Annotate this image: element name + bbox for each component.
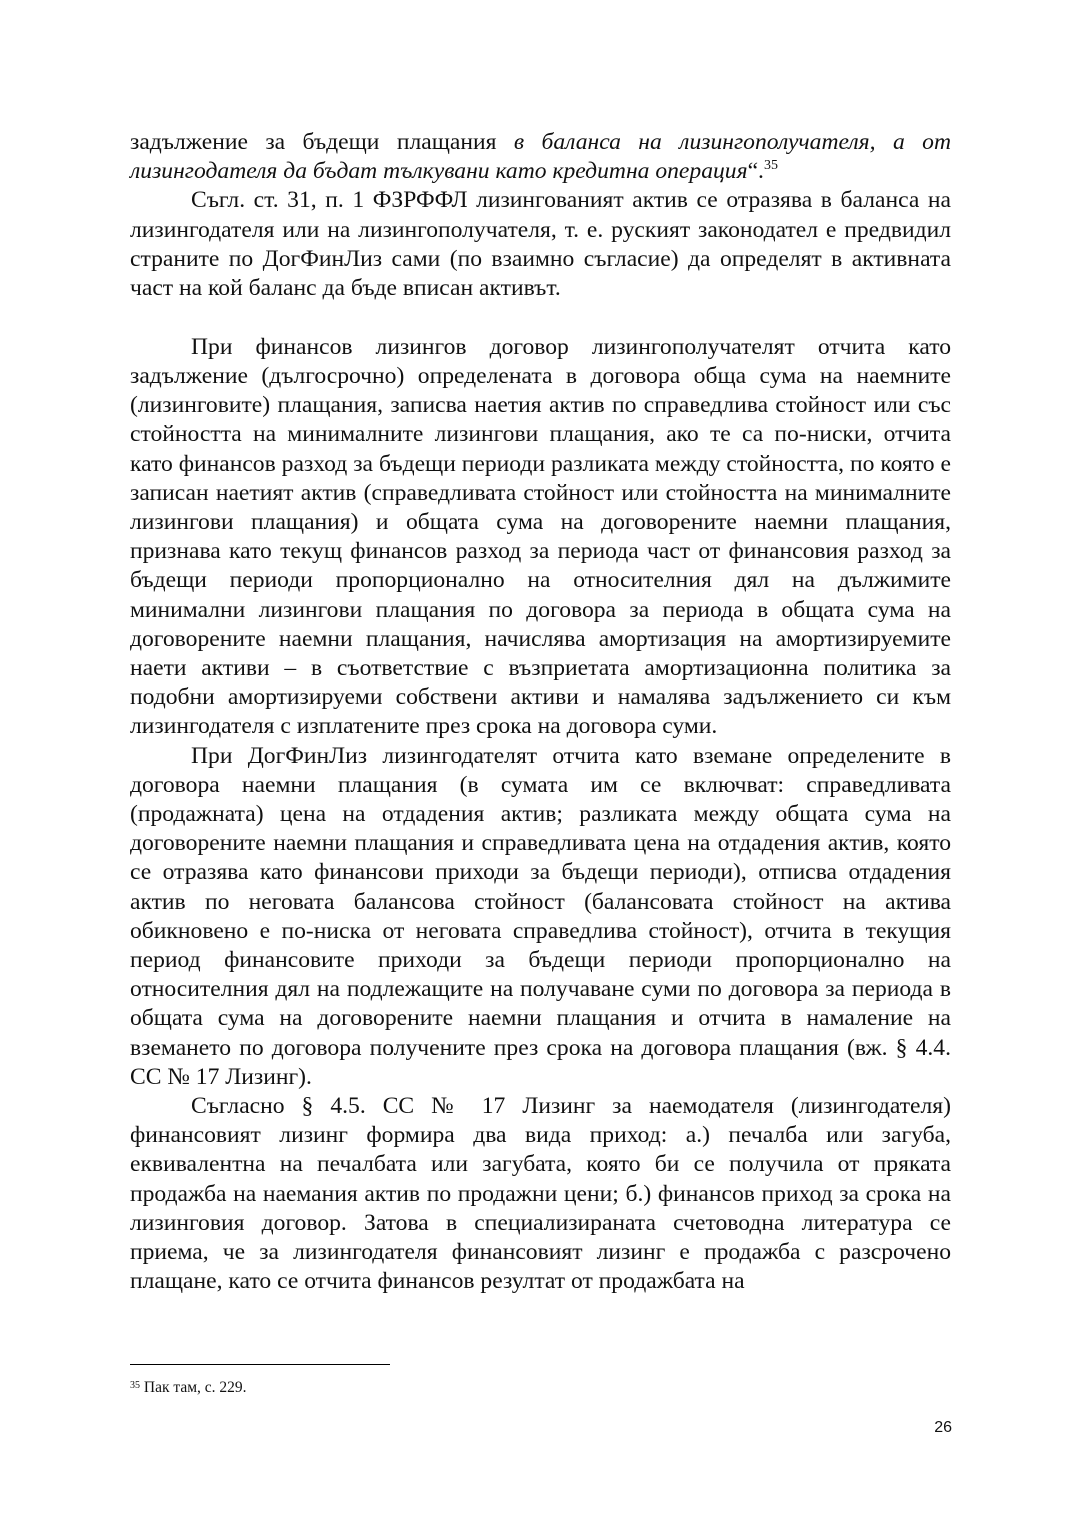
paragraph-income-types: Съгласно § 4.5. СС № 17 Лизинг за наемодателя (лизингодателя) финансовият лизинг формира два вида приход: а.) печалба или загуба, еквивалентна на печалбата или загубата, която би се получила от пряката продажба на наемания актив по продажни цени; б.) финансов приход за срока на лизинговия договор. Затова в специализираната счетоводна литература се приема, че за лизингодателя финансовият лизинг е продажба с разсрочено плащане, като се отчита финансов резултат от продажбата на	[130, 1093, 951, 1295]
paragraph-lead-text: задължение за бъдещи плащания	[130, 129, 514, 155]
closing-quote: “.	[747, 158, 764, 185]
footnote-separator	[130, 1364, 390, 1365]
footnote-text: Пак там, с. 229.	[140, 1379, 247, 1396]
footnote-reference[interactable]: 35	[763, 158, 778, 174]
body-text	[130, 128, 951, 1296]
paragraph-lessor-accounting: При ДогФинЛиз лизингодателят отчита като вземане определените в договора наемни плащания (в сумата им се включват: справедливата (продажната) цена на отдадения актив; разликата между общата сума на договорените наемни плащания и справедливата цена на отдадения актив, която се отразява като финансови приходи за бъдещи периоди), отписва отдадения актив по неговата балансова стойност (балансовата стойност на актива обикновено е по-ниска от неговата справедлива стойност), отчита в текущия период финансовите приходи за бъдещи периоди пропорционално на относителния дял на подлежащите на получаване суми по договора за периода в общата сума на договорените наемни плащания и отчита в намаление на вземането по договора получените през срока на договора плащания (вж. § 4.4. СС № 17 Лизинг).	[130, 742, 951, 1090]
footnote	[130, 1378, 247, 1398]
paragraph-continuation	[130, 128, 951, 186]
paragraph-lessee-accounting: При финансов лизингов договор лизингополучателят отчита като задължение (дългосрочно) определената в договора обща сума на наемните (лизинговите) плащания, записва наетия актив по справедлива стойност или със стойността на минималните лизингови плащания, ако те са по-ниски, отчита като финансов разход за бъдещи периоди разликата между стойността, по която е записан наетият актив (справедливата стойност или стойността на минималните лизингови плащания) и общата сума на договорените наемни плащания, признава като текущ финансов разход за периода част от финансовия разход за бъдещи периоди пропорционално на относителния дял на дължимите минимални лизингови плащания по договора за периода в общата сума на договорените наемни плащания, начислява амортизация на амортизируемите наети активи – в съответствие с възприетата амортизационна политика за подобни амортизируеми собствени активи и намалява задължението си към лизингодателя с изплатените през срока на договора суми.	[130, 333, 951, 740]
quoted-italic-text: в баланса на лизингополучателя, а от лизингодателя да бъдат тълкувани като кредитна операция	[130, 129, 951, 185]
paragraph-balance-sheet: Съгл. ст. 31, п. 1 ФЗРФФЛ лизингованият актив се отразява в баланса на лизингодателя или на лизингополучателя, т. е. руският законодател е предвидил страните по ДогФинЛиз сами (по взаимно съгласие) да определят в активната част на кой баланс да бъде вписан активът.	[130, 187, 951, 302]
footnote-number: 35	[130, 1380, 140, 1391]
page-number: 26	[934, 1419, 952, 1436]
